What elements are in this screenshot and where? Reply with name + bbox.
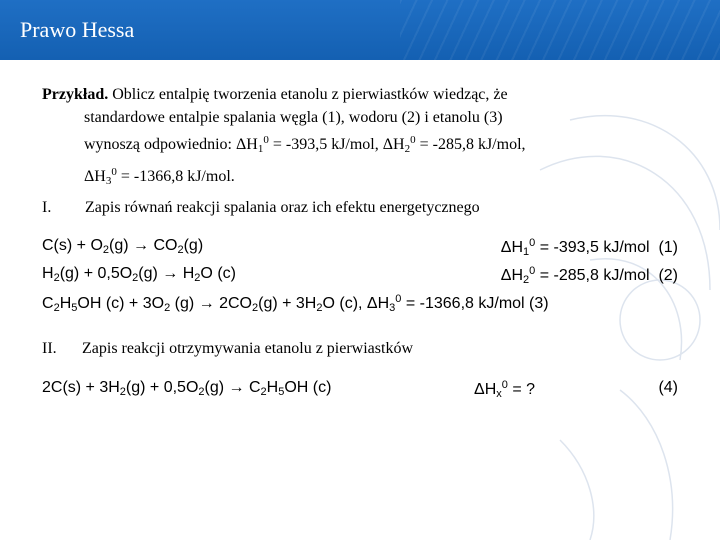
example-line-2: standardowe entalpie spalania węgla (1), wodoru (2) i etanolu (3) (84, 109, 503, 126)
reaction-1-equation: $C(s) + O_2(g) \to CO_2(g)$ (42, 237, 204, 256)
target-reaction-number: (4) (658, 379, 678, 396)
dh2-value: -285,8 kJ/mol, (432, 136, 526, 153)
reaction-row-1 (42, 237, 678, 261)
dh3-value: -1366,8 kJ/mol. (133, 168, 235, 185)
example-line-1: Oblicz entalpię tworzenia etanolu z pierwiastków wiedząc, że (112, 86, 508, 103)
reaction-2-equation: $H_2(g) + 0,5O_2(g) \to H_2O$ (c) (42, 265, 236, 284)
reaction-3-enthalpy: -1366,8 kJ/mol (419, 295, 525, 312)
target-reaction-row (42, 379, 678, 403)
section-1-numeral: I. (42, 199, 52, 216)
example-label: Przykład. (42, 86, 109, 103)
section-2-numeral: II. (42, 340, 57, 357)
section-2-heading: Zapis reakcji otrzymywania etanolu z pierwiastków (82, 340, 413, 357)
example-paragraph (42, 83, 672, 193)
section-1-heading: Zapis równań reakcji spalania oraz ich efektu energetycznego (85, 199, 480, 216)
dh1-value: -393,5 kJ/mol, (285, 136, 379, 153)
reaction-3-equation: $C_2H_5OH$ $(c) + 3O_2$ $(g) \to 2CO_2(g) + 3H_2O$ (c), $\Delta H_3^0 = -1366,8$ kJ/mol (3) (42, 293, 549, 314)
reaction-2-enthalpy: $\Delta H_2^0 = -285,8$ kJ/mol (2) (500, 265, 678, 286)
reaction-row-3 (42, 293, 678, 317)
page-title: Prawo Hessa (20, 17, 135, 42)
target-reaction-enthalpy: $\Delta H_x^0$ = ? (474, 379, 536, 400)
example-line-3: wynoszą odpowiednio: $\Delta H_1^0 = -393,5$ kJ/mol, $\Delta H_2^0 = -285,8$ kJ/mol, (84, 134, 526, 155)
reaction-row-2 (42, 265, 678, 289)
example-line-4: $\Delta H_3^0 = -1366,8$ kJ/mol. (84, 166, 235, 187)
target-reaction-equation: $2C(s) + 3H_2(g) + 0,5O_2(g) \to C_2H_5OH$ (c) (42, 379, 332, 398)
reaction-1-enthalpy: $\Delta H_1^0 = -393,5$ kJ/mol (1) (500, 237, 678, 258)
